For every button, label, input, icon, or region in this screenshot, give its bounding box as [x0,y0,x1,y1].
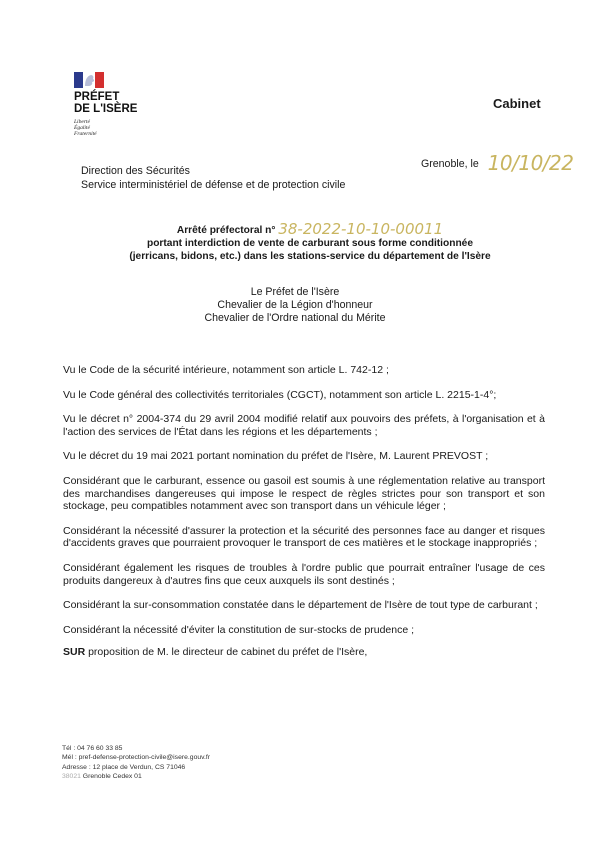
logo-title-line1: PRÉFET [74,91,120,103]
issuing-service [81,164,345,192]
footer-postcode: 38021 [62,772,81,780]
recitals [63,364,545,671]
footer-tel: Tél : 04 76 60 33 85 [62,745,123,752]
footer-city: Grenoble Cedex 01 [80,772,142,780]
date-line [421,148,574,175]
proposition-text: proposition de M. le directeur de cabinet du préfet de l'Isère, [85,646,368,659]
sur-keyword: SUR [63,646,86,659]
logo-motto [74,119,164,137]
prefet-line3: Chevalier de l'Ordre national du Mérite [204,312,386,324]
prefet-line2: Chevalier de la Légion d'honneur [217,299,373,311]
recital-cgct: Vu le Code général des collectivités territoriales (CGCT), notamment son article L. 2215-1-4°; [63,388,497,401]
handwritten-decree-number: 38-2022-10-10-00011 [278,220,444,238]
recital-protection-securite: Considérant la nécessité d'assurer la protection et la sécurité des personnes face au danger et risques d'accidents graves que pourraient provoquer le transport de ces matières et le stockage inappropriés ; [63,524,545,550]
decree-title-line3: (jerricans, bidons, etc.) dans les stations-service du département de l'Isère [129,251,491,262]
footer-mel: Mél : pref-defense-protection-civile@isere.gouv.fr [62,754,211,762]
recital-sur-stocks: Considérant la nécessité d'éviter la constitution de sur-stocks de prudence ; [63,623,415,636]
direction-line1: Direction des Sécurités [81,165,190,177]
decree-title-line2: portant interdiction de vente de carburant sous forme conditionnée [146,238,474,249]
direction-line2: Service interministériel de défense et de protection civile [81,179,346,191]
recital-decret-2021: Vu le décret du 19 mai 2021 portant nomination du préfet de l'Isère, M. Laurent PREVOST ; [63,450,489,463]
decree-title [60,222,560,263]
prefet-titles [160,286,430,325]
recital-troubles-ordre-public: Considérant également les risques de troubles à l'ordre public que pourrait entraîner l'usage de ces produits dangereux à d'autres fins que ceux auxquels ils sont destinés ; [63,561,545,587]
decree-number-prefix: Arrêté préfectoral n° [176,225,276,236]
footer-adresse: Adresse : 12 place de Verdun, CS 71046 [62,763,186,771]
cabinet-label: Cabinet [493,96,541,111]
footer-city-line [62,772,210,781]
motto-liberte: Liberté [74,119,90,125]
motto-egalite: Égalité [74,125,90,131]
marianne-icon [74,72,104,88]
recital-carburant-reglementation: Considérant que le carburant, essence ou gasoil est soumis à une réglementation relative au transport des marchandises dangereuses qui impose le respect de règles strictes pour son transport et son stockage, peu compatibles notamment avec son transport dans un véhicule léger ; [63,474,545,513]
contact-footer [62,744,210,781]
logo-title-line2: DE L'ISÈRE [74,103,138,115]
recital-sur-consommation: Considérant la sur-consommation constatée dans le département de l'Isère de tout type de carburant ; [63,599,538,612]
date-prefix: Grenoble, le [421,158,479,170]
prefecture-logo [74,72,164,137]
handwritten-date: 10/10/22 [487,151,574,175]
motto-fraternite: Fraternité [74,131,97,137]
recital-proposition [63,646,545,659]
recital-decret-2004: Vu le décret n° 2004-374 du 29 avril 2004 modifié relatif aux pouvoirs des préfets, à l'organisation et à l'action des services de l'État dans les régions et les départements ; [63,413,545,438]
recital-code-securite: Vu le Code de la sécurité intérieure, notamment son article L. 742-12 ; [63,364,389,376]
decree-title-line1 [60,222,560,237]
logo-title [74,91,164,115]
prefet-line1: Le Préfet de l'Isère [250,286,340,298]
